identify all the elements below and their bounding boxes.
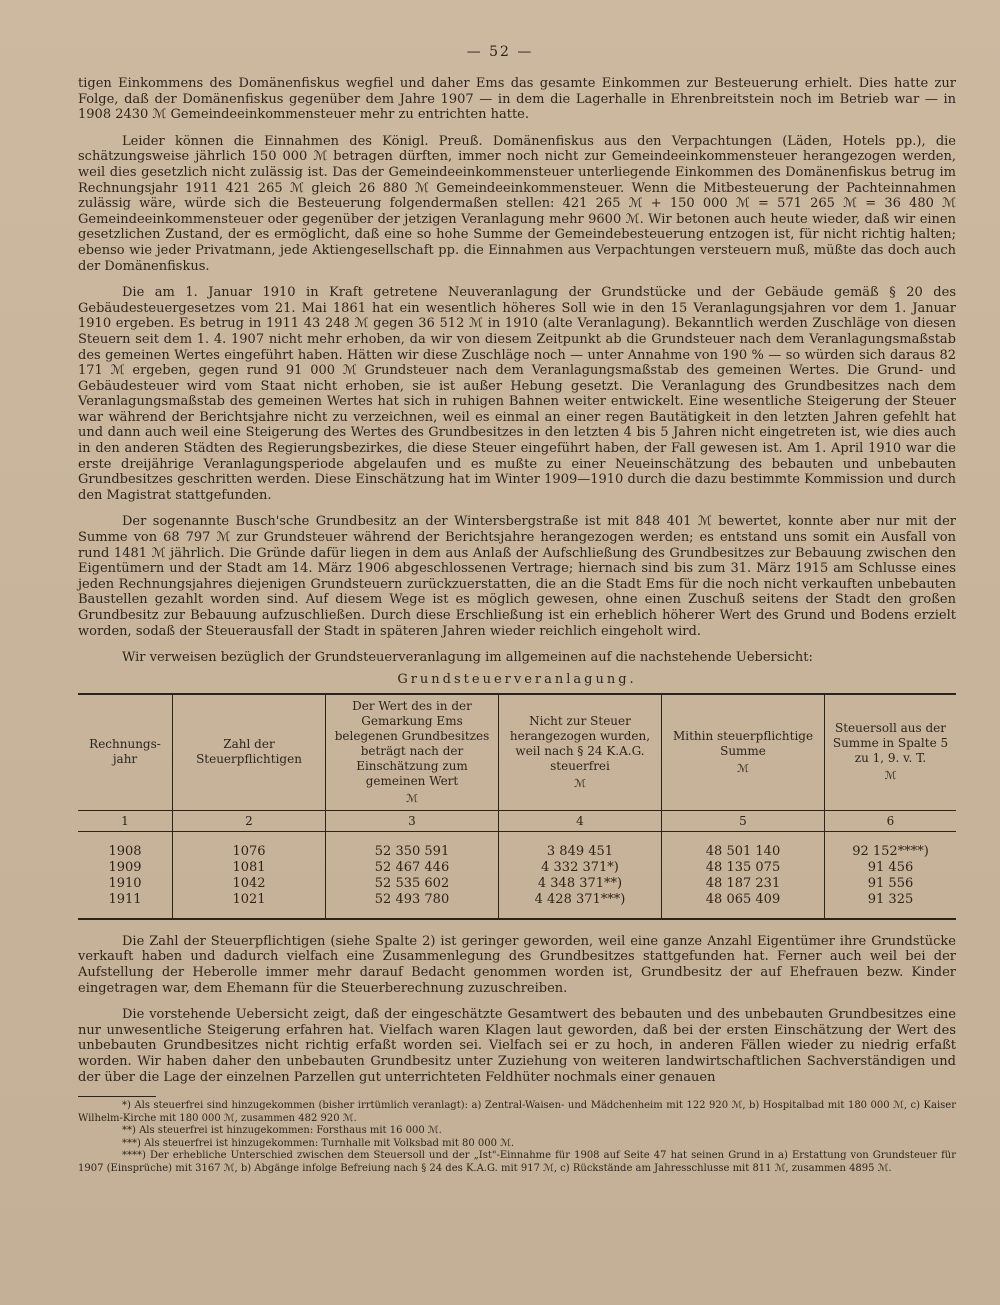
header-exempt xyxy=(499,694,662,811)
header-unit: ℳ xyxy=(884,769,897,783)
after-table-section xyxy=(78,934,956,1085)
table-row xyxy=(78,892,956,919)
table-row xyxy=(78,831,956,860)
paragraph-2: Leider können die Einnahmen des Königl. Preuß. Domänenfiskus aus den Verpachtungen (Läden, Hotels pp.), die schätzungsweise jährlich 150 000 ℳ betragen dürften, immer noch nicht zur Gemeindeeinkommensteuer herangezogen werden, weil dies gesetzlich nicht zulässig ist. Das der Gemeindeeinkommensteuer unterliegende Einkommen des Domänenfiskus betrug im Rechnungsjahr 1911 421 265 ℳ gleich 26 880 ℳ Gemeindeeinkommensteuer. Wenn die Mitbesteuerung der Pachteinnahmen zulässig wäre, würde sich die Besteuerung folgendermaßen stellen: 421 265 ℳ + 150 000 ℳ = 571 265 ℳ = 36 480 ℳ Gemeindeeinkommensteuer oder gegenüber der jetzigen Veranlagung mehr 9600 ℳ. Wir betonen auch heute wieder, daß wir einen gesetzlichen Zustand, der es ermöglicht, daß eine so hohe Summe der Gemeindebesteuerung entzogen ist, für nicht richtig halten; ebenso wie jeder Privatmann, jede Aktiengesellschaft pp. die Einnahmen aus Verpachtungen versteuern muß, müßte das doch auch der Domänenfiskus. xyxy=(78,133,956,274)
header-label: Rechnungs-jahr xyxy=(89,737,161,767)
paragraph-5: Die Zahl der Steuerpflichtigen (siehe Spalte 2) ist geringer geworden, weil eine ganze Anzahl Eigentümer ihre Grundstücke verkauft haben und dadurch vielfach eine Zusammenlegung des Grundbesitzes stattgefunden hat. Ferner auch weil bei der Aufstellung der Heberolle immer mehr darauf Bedacht genommen worden ist, Grundbesitz der auf Ehefrauen bezw. Kinder eingetragen war, dem Ehemann für die Steuerberechnung zuzuschreiben. xyxy=(78,933,956,996)
column-number: 5 xyxy=(662,810,825,831)
column-number: 1 xyxy=(78,810,173,831)
paragraph-3: Die am 1. Januar 1910 in Kraft getretene Neuveranlagung der Grundstücke und der Gebäude gemäß § 20 des Gebäudesteuergesetzes vom 21. Mai 1861 hat ein wesentlich höheres Soll wie in den 15 Veranlagungsjahren vor dem 1. Januar 1910 ergeben. Es betrug in 1911 43 248 ℳ gegen 36 512 ℳ in 1910 (alte Veranlagung). Bekanntlich werden Zuschläge von diesen Steuern seit dem 1. 4. 1907 nicht mehr erhoben, da wir von diesem Zeitpunkt ab die Grundsteuer nach dem Veranlagungsmaßstab des gemeinen Wertes eingeführt haben. Hätten wir diese Zuschläge noch — unter Annahme von 190 % — so würden sich daraus 82 171 ℳ ergeben, gegen rund 91 000 ℳ Grundsteuer nach dem Veranlagungsmaßstab des gemeinen Wertes. Die Grund- und Gebäudesteuer wird vom Staat nicht erhoben, sie ist außer Hebung gesetzt. Die Veranlagung des Grundbesitzes nach dem Veranlagungsmaßstab des gemeinen Wertes hat sich in ruhigen Bahnen weiter entwickelt. Eine wesentliche Steigerung der Steuer war während der Berichtsjahre nicht zu verzeichnen, weil es einmal an einer regen Bautätigkeit in den letzten Jahren gefehlt hat und dann auch weil eine Steigerung des Wertes des Grundbesitzes in den letzten 4 bis 5 Jahren nicht eingetreten ist, wie dies auch in den anderen Städten des Regierungsbezirkes, die diese Steuer eingeführt haben, der Fall gewesen ist. Am 1. April 1910 war die erste dreijährige Veranlagungsperiode abgelaufen und es mußte zu einer Neueinschätzung des bebauten und unbebauten Grundbesitzes geschritten werden. Diese Einschätzung hat im Winter 1909—1910 durch die dazu bestimmte Kommission und durch den Magistrat stattgefunden. xyxy=(78,285,956,503)
cell-value: 52 535 602 xyxy=(326,876,499,892)
cell-count: 1081 xyxy=(173,860,326,876)
column-number: 3 xyxy=(326,810,499,831)
footnote-1: *) Als steuerfrei sind hinzugekommen (bisher irrtümlich veranlagt): a) Zentral-Waisen- und Mädchenheim mit 122 920 ℳ, b) Hospitalbad mit 180 000 ℳ, c) Kaiser Wilhelm-Kirche mit 180 000 ℳ, zusammen 482 920 ℳ. xyxy=(78,1100,956,1124)
header-soll xyxy=(825,694,957,811)
footnote-2: **) Als steuerfrei ist hinzugekommen: Forsthaus mit 16 000 ℳ. xyxy=(122,1125,442,1137)
cell-exempt: 4 428 371***) xyxy=(499,892,662,919)
header-unit: ℳ xyxy=(574,776,586,790)
paragraph-6: Die vorstehende Uebersicht zeigt, daß der eingeschätzte Gesamtwert des bebauten und des unbebauten Grundbesitzes eine nur unwesentliche Steigerung erfahren hat. Vielfach waren Klagen laut geworden, daß bei der ersten Einschätzung der Wert des unbebauten Grundbesitzes nicht richtig erfaßt worden sei. Vielfach sei er zu hoch, in anderen Fällen wieder zu niedrig erfaßt worden. Wir haben daher den unbebauten Grundbesitz unter Zuziehung von weiteren landwirtschaftlichen Sachverständigen und der über die Lage der einzelnen Parzellen gut unterrichteten Feldhüter nochmals einer genauen xyxy=(78,1007,956,1085)
cell-taxable: 48 065 409 xyxy=(662,892,825,919)
cell-value: 52 350 591 xyxy=(326,831,499,860)
table-row xyxy=(78,860,956,876)
cell-taxable: 48 187 231 xyxy=(662,876,825,892)
cell-exempt: 4 332 371*) xyxy=(499,860,662,876)
header-value xyxy=(326,694,499,811)
header-label: Steuersoll aus der Summe in Spalte 5 zu 1, 9. v. T. xyxy=(832,721,949,766)
table-intro-line: Wir verweisen bezüglich der Grundsteuerveranlagung im allgemeinen auf die nachstehende Uebersicht: xyxy=(122,650,813,666)
paragraph-4: Der sogenannte Busch'sche Grundbesitz an der Wintersbergstraße ist mit 848 401 ℳ bewertet, konnte aber nur mit der Summe von 68 797 ℳ zur Grundsteuer während der Berichtsjahre herangezogen werden; es entstand uns somit ein Ausfall von rund 1481 ℳ jährlich. Die Gründe dafür liegen in dem aus Anlaß der Aufschließung des Grundbesitzes zur Bebauung zwischen den Eigentümern und der Stadt am 14. März 1906 abgeschlossenen Vertrage; hiernach sind bis zum 31. März 1915 am Schlusse eines jeden Rechnungsjahres diejenigen Grundsteuern zurückzuerstatten, die an die Stadt Ems für die noch nicht verkauften unbebauten Baustellen gezahlt worden sind. Auf diesem Wege ist es möglich gewesen, ohne einen Zuschuß seitens der Stadt den großen Grundbesitz zur Bebauung aufzuschließen. Durch diese Erschließung ist ein erheblich höherer Wert des Grund und Bodens erzielt worden, sodaß der Steuerausfall der Stadt in späteren Jahren wieder reichlich eingeholt wird. xyxy=(78,514,956,639)
header-year xyxy=(78,694,173,811)
header-taxable xyxy=(662,694,825,811)
column-number: 2 xyxy=(173,810,326,831)
cell-exempt: 3 849 451 xyxy=(499,831,662,860)
column-number: 4 xyxy=(499,810,662,831)
column-number-row xyxy=(78,810,956,831)
cell-soll: 91 325 xyxy=(867,891,914,907)
cell-year: 1908 xyxy=(78,831,173,860)
footnote-divider xyxy=(78,1096,156,1097)
cell-exempt: 4 348 371**) xyxy=(499,876,662,892)
cell-taxable: 48 501 140 xyxy=(662,831,825,860)
table-caption: Grundsteuerveranlagung. xyxy=(397,671,637,687)
cell-taxable: 48 135 075 xyxy=(662,860,825,876)
footnote-4: ****) Der erhebliche Unterschied zwischen dem Steuersoll und der „Ist"-Einnahme für 1908 auf Seite 47 hat seinen Grund in a) Erstattung von Grundsteuer für 1907 (Einsprüche) mit 3167 ℳ, b) Abgänge infolge Befreiung nach § 24 des K.A.G. mit 917 ℳ, c) Rückstände am Jahresschlusse mit 811 ℳ, zusammen 4895 ℳ. xyxy=(78,1150,956,1174)
cell-count: 1021 xyxy=(173,892,326,919)
cell-value: 52 467 446 xyxy=(326,860,499,876)
header-label: Nicht zur Steuer herangezogen wurden, weil nach § 24 K.A.G. steuerfrei xyxy=(509,713,651,773)
page-number: — 52 — xyxy=(466,44,534,60)
footnote-3: ***) Als steuerfrei ist hinzugekommen: Turnhalle mit Volksbad mit 80 000 ℳ. xyxy=(122,1137,515,1149)
cell-soll: 91 456 xyxy=(867,859,914,875)
table-row xyxy=(78,876,956,892)
cell-soll: 92 152****) xyxy=(852,843,929,859)
header-label: Zahl der Steuerpflichtigen xyxy=(196,737,302,767)
header-label: Der Wert des in der Gemarkung Ems belegenen Grundbesitzes beträgt nach der Einschätzung zum gemeinen Wert xyxy=(334,698,490,788)
header-unit: ℳ xyxy=(406,791,418,805)
cell-year: 1909 xyxy=(78,860,173,876)
cell-value: 52 493 780 xyxy=(326,892,499,919)
cell-count: 1042 xyxy=(173,876,326,892)
cell-soll: 91 556 xyxy=(867,875,914,891)
cell-count: 1076 xyxy=(173,831,326,860)
cell-year: 1910 xyxy=(78,876,173,892)
column-number: 6 xyxy=(825,810,957,831)
paragraph-1: tigen Einkommens des Domänenfiskus wegfiel und daher Ems das gesamte Einkommen zur Besteuerung erhielt. Dies hatte zur Folge, daß der Domänenfiskus gegenüber dem Jahre 1907 — in dem die Lagerhalle in Ehrenbreitstein noch im Betrieb war — in 1908 2430 ℳ Gemeindeeinkommensteuer mehr zu entrichten hatte. xyxy=(78,76,956,123)
header-unit: ℳ xyxy=(737,761,749,775)
cell-year: 1911 xyxy=(78,892,173,919)
tax-table xyxy=(78,693,956,920)
table-header-row xyxy=(78,694,956,811)
page-body xyxy=(78,76,956,1175)
header-count xyxy=(173,694,326,811)
header-label: Mithin steuerpflichtige Summe xyxy=(672,728,814,758)
